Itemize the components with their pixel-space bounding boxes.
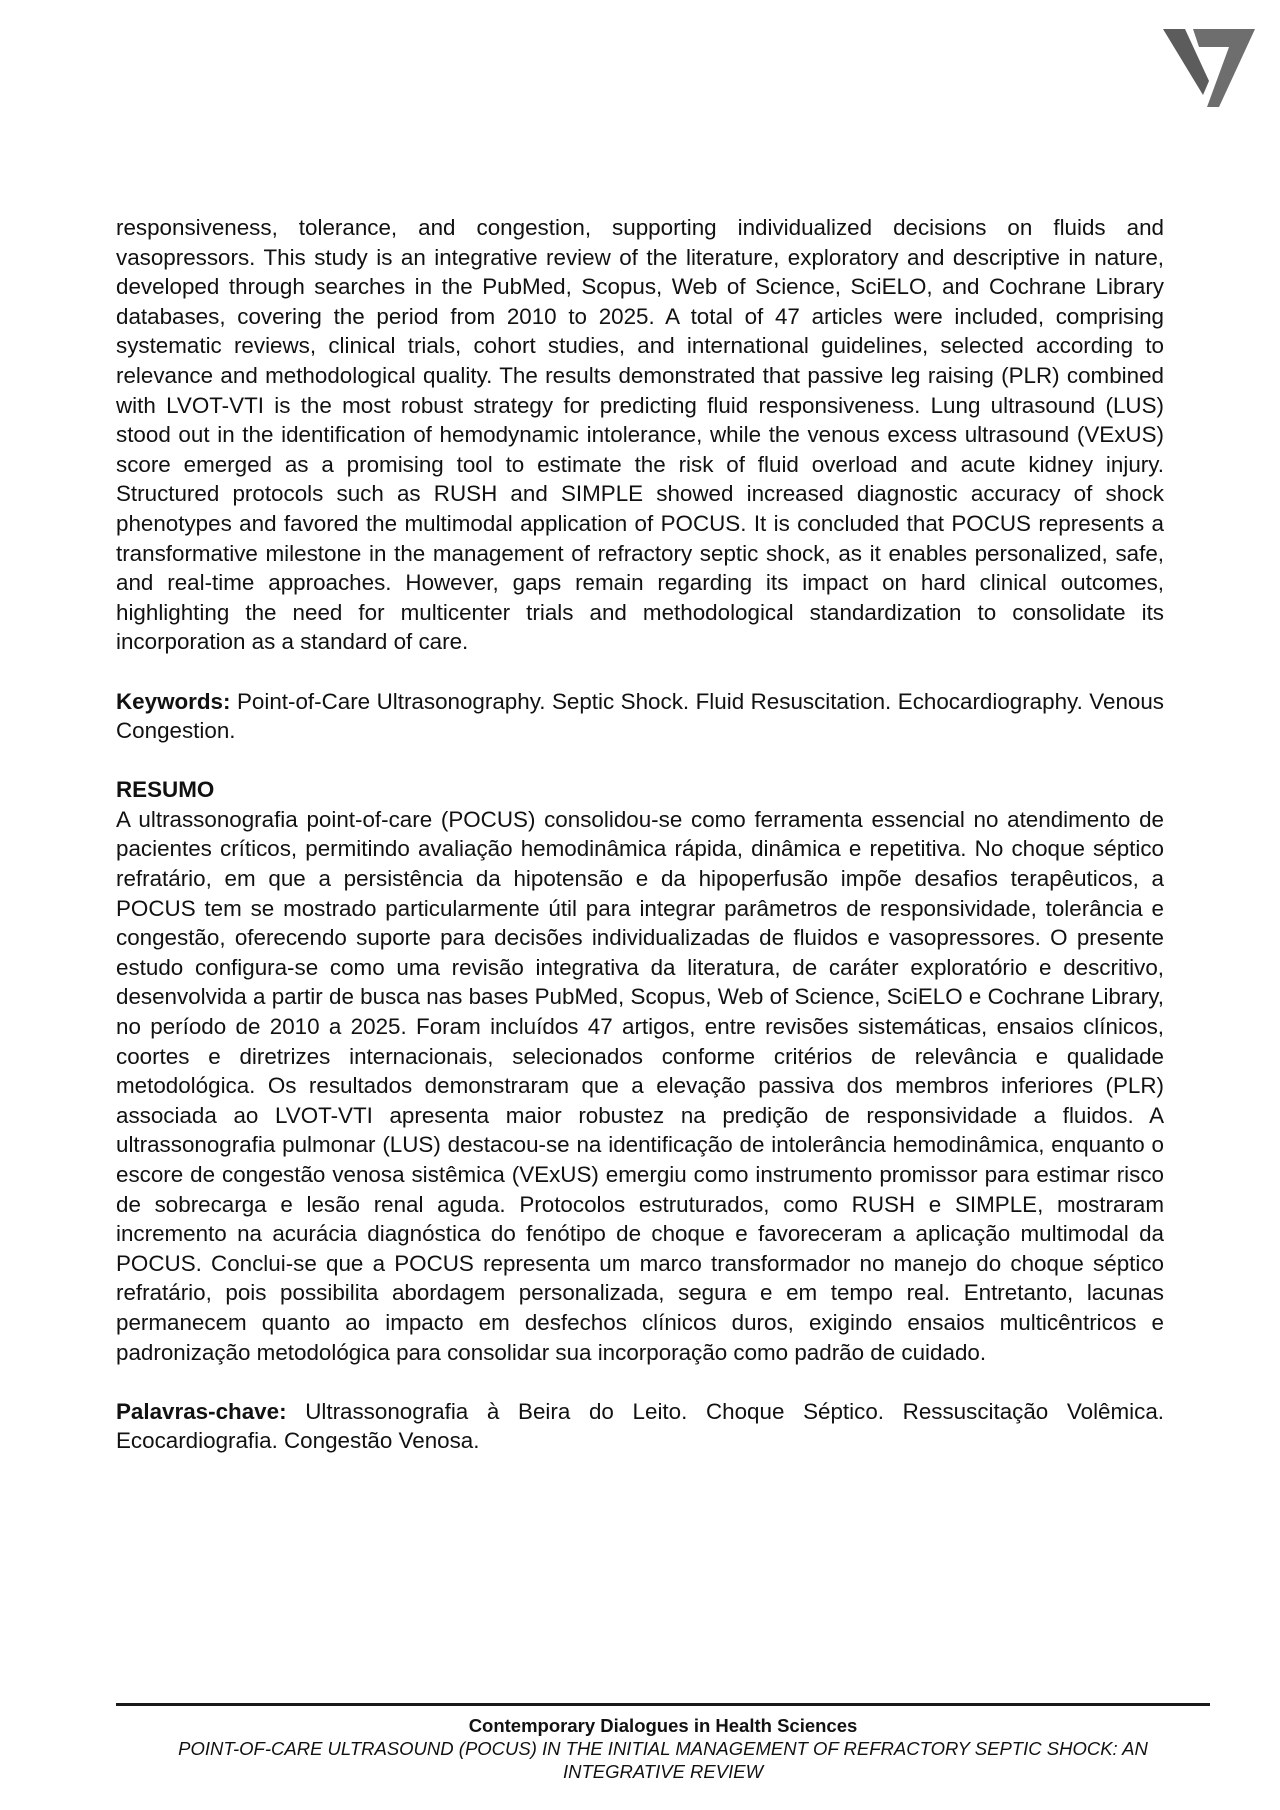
resumo-paragraph: A ultrassonografia point-of-care (POCUS) consolidou-se como ferramenta essencial no atendimento de pacientes críticos, permitindo avaliação hemodinâmica rápida, dinâmica e repetitiva. No choque séptico refratário, em que a persistência da hipotensão e da hipoperfusão impõe desafios terapêuticos, a POCUS tem se mostrado particularmente útil para integrar parâmetros de responsividade, tolerância e congestão, oferecendo suporte para decisões individualizadas de fluidos e vasopressores. O presente estudo configura-se como uma revisão integrativa da literatura, de caráter exploratório e descritivo, desenvolvida a partir de busca nas bases PubMed, Scopus, Web of Science, SciELO e Cochrane Library, no período de 2010 a 2025. Foram incluídos 47 artigos, entre revisões sistemáticas, ensaios clínicos, coortes e diretrizes internacionais, selecionados conforme critérios de relevância e qualidade metodológica. Os resultados demonstraram que a elevação passiva dos membros inferiores (PLR) associada ao LVOT-VTI apresenta maior robustez na predição de responsividade a fluidos. A ultrassonografia pulmonar (LUS) destacou-se na identificação de intolerância hemodinâmica, enquanto o escore de congestão venosa sistêmica (VExUS) emergiu como instrumento promissor para estimar risco de sobrecarga e lesão renal aguda. Protocolos estruturados, como RUSH e SIMPLE, mostraram incremento na acurácia diagnóstica do fenótipo de choque e favoreceram a aplicação multimodal da POCUS. Conclui-se que a POCUS representa um marco transformador no manejo do choque séptico refratário, pois possibilita abordagem personalizada, segura e em tempo real. Entretanto, lacunas permanecem quanto ao impacto em desfechos clínicos duros, exigindo ensaios multicêntricos e padronização metodológica para consolidar sua incorporação como padrão de cuidado. xyxy=(116,806,1164,1365)
keywords-label: Keywords: xyxy=(116,688,231,714)
keywords-paragraph xyxy=(116,687,1164,746)
palavras-chave-paragraph xyxy=(116,1397,1164,1456)
page-body xyxy=(116,213,1164,1456)
spacer xyxy=(116,657,1164,687)
page-footer xyxy=(116,1714,1210,1783)
spacer xyxy=(116,1367,1164,1397)
abstract-continued-paragraph: responsiveness, tolerance, and congestion, supporting individualized decisions on fluids and vasopressors. This study is an integrative review of the literature, exploratory and descriptive in nature, developed through searches in the PubMed, Scopus, Web of Science, SciELO, and Cochrane Library databases, covering the period from 2010 to 2025. A total of 47 articles were included, comprising systematic reviews, clinical trials, cohort studies, and international guidelines, selected according to relevance and methodological quality. The results demonstrated that passive leg raising (PLR) combined with LVOT-VTI is the most robust strategy for predicting fluid responsiveness. Lung ultrasound (LUS) stood out in the identification of hemodynamic intolerance, while the venous excess ultrasound (VExUS) score emerged as a promising tool to estimate the risk of fluid overload and acute kidney injury. Structured protocols such as RUSH and SIMPLE showed increased diagnostic accuracy of shock phenotypes and favored the multimodal application of POCUS. It is concluded that POCUS represents a transformative milestone in the management of refractory septic shock, as it enables personalized, safe, and real-time approaches. However, gaps remain regarding its impact on hard clinical outcomes, highlighting the need for multicenter trials and methodological standardization to consolidate its incorporation as a standard of care. xyxy=(116,215,1164,655)
footer-journal-name: Contemporary Dialogues in Health Sciences xyxy=(468,1715,858,1736)
palavras-chave-text: Ultrassonografia à Beira do Leito. Choque Séptico. Ressuscitação Volêmica. Ecocardiografia. Congestão Venosa. xyxy=(116,1398,1164,1454)
resumo-heading: RESUMO xyxy=(116,777,215,803)
palavras-chave-label: Palavras-chave: xyxy=(116,1398,287,1424)
v7-logo-icon xyxy=(1163,25,1255,111)
keywords-text: Point-of-Care Ultrasonography. Septic Shock. Fluid Resuscitation. Echocardiography. Venous Congestion. xyxy=(116,688,1164,744)
spacer xyxy=(116,746,1164,776)
footer-divider xyxy=(116,1703,1210,1706)
footer-article-title: POINT-OF-CARE ULTRASOUND (POCUS) IN THE INITIAL MANAGEMENT OF REFRACTORY SEPTIC SHOCK: AN INTEGRATIVE REVIEW xyxy=(178,1738,1148,1782)
